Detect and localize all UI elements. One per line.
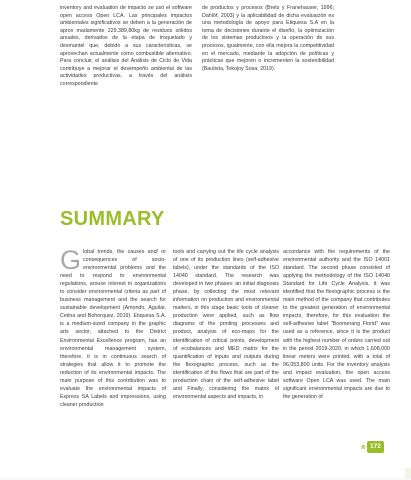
page-edge-mark [405, 468, 411, 478]
page-number: 172 [367, 441, 384, 453]
double-chevron-up-icon[interactable]: » [357, 444, 368, 450]
summary-column-1-text: lobal trends, the causes and/ or consequences of socio-environmental problems and the need to respond to environmental regulations, arouse interest in organizations to consider environmental criteria as part of business management and the search for sustainable development (Amondo, Aguilar, Cetina and Bohorquez, 2019). Etiquesa S.A. is a medium-sized company in the graphic arts sector, attached to the District Environmental Excellence program, has an environmental management system, therefore, it is in continuous search of strategies that allow it to promote the reduction of its environmental impacts. The main purpose of this contribution was to evaluate the environmental impacts of Express SA Labels and impressions, using cleaner production [60, 249, 166, 408]
top-text-left: inventory and evaluation de impacto se usó el software open access Open LCA. Las principales impactos ambientales significativos se deben a la generación de aprox madamente 229.389,80kg de residuos sólidos anuales, derivados de la etapa de troquelado y desmantel que, debido a sus características, se aprovechan actualmente como combustible alternativo. Para concluir, el análisis del Análisis de Ciclo de Vida contribuye a mejorar el desempeño ambiental de las actividades productivas, a través del análisis correspondiente [60, 5, 192, 87]
drop-cap: G [60, 245, 82, 275]
summary-column-2: tools and carrying out the life cycle analysis of one of its production lines (self-adhesive labels), under the standards of the ISO 14040 standard. The research was developed in two phases: an initial diagnosis phase, by collecting the most relevant information on production and environmental matters, in this stage basic tools of cleaner production were applied, such as flow diagrams of the printing processes and product, analysis of eco-maps for the identification of critical points, development of ecobalances and MED matrix for the quantification of inputs and outputs during the flexographic process, such as the identification of the flows that are part of the production chain of the self-adhesive label and Finally, considering the matrix of environmental aspects and impacts, in [173, 249, 279, 400]
summary-column-3: accordance with the requirements of the environmental authority and the ISO 14001 standard. The second phase consisted of applying the methodology of the ISO 14040 Standard for Life Cycle Analysis, it was identified that the flexographic process is the main method of the company that contributes to the greatest generation of environmental impacts, therefore, for this evaluation the self-adhesive label "Boomerang Florid" was used as a reference, since it is the product with the highest number of orders carried out in the period 2019-2020, in which 1,608,000 linear meters were printed, with a total of 96,053,800 units. For the inventory analysis and impact evaluation, the open access software Open LCA was used. The main significant environmental impacts are due to the generation of [283, 249, 390, 400]
top-text-right: de productos y procesos (Brets y Franehauser, 1996; Dahlöf, 2003) y la aplicabilidad de dicha evaluación es una metodología de apoyo para Etiquesa S.A en la toma de decisiones durante el diseño, la optimización de los sistemas productivos y la operación de sus procesos, igualmente, con ella mejora la competitividad en el mercado, mediante la adopción de políticas y prácticas que mejoren o incrementen la sostenibilidad (Bautista, Tokojoy Sosa, 2019). [202, 5, 334, 72]
summary-column-1 [60, 245, 166, 409]
section-heading: SUMMARY [60, 208, 165, 230]
page-navigation[interactable] [357, 440, 384, 454]
